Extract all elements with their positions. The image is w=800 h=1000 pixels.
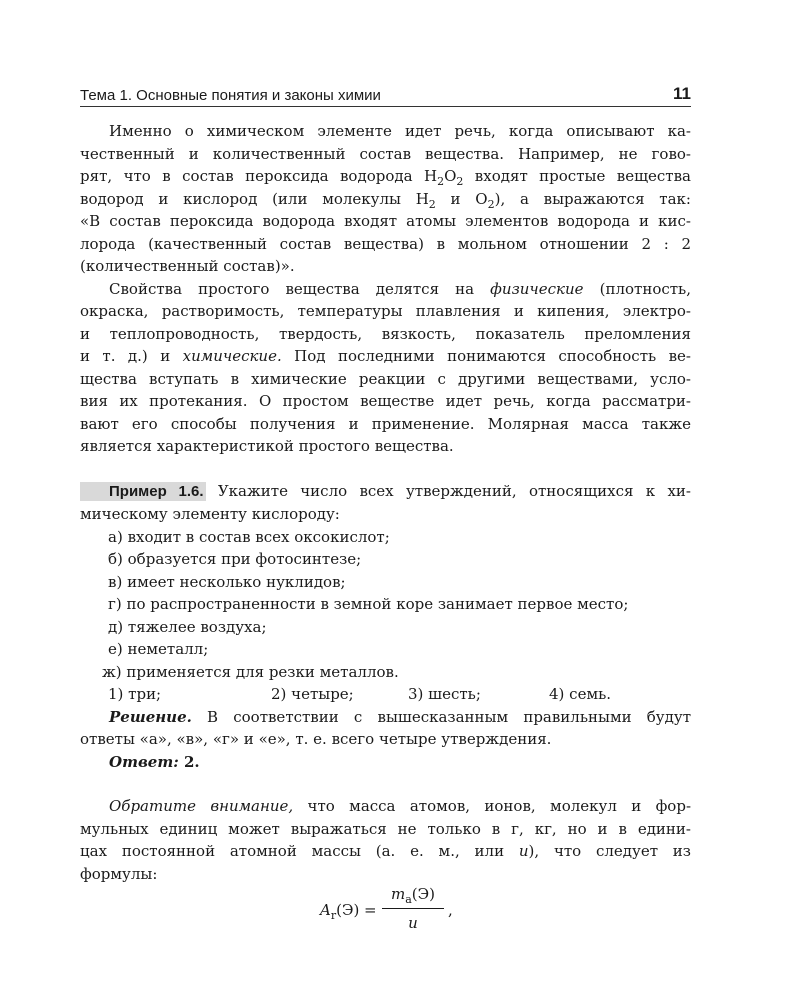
option-zh: ж) применяется для резки металлов. — [102, 662, 399, 681]
option-v: в) имеет несколько нуклидов; — [108, 572, 346, 591]
answer-value: 2. — [178, 752, 200, 771]
answer-choices — [80, 683, 691, 706]
formula-fraction — [382, 883, 444, 934]
example-1-6: Пример 1.6. Укажите число всех утверждений, относящихся к хи- мическому элементу кислороду: — [80, 481, 691, 523]
option-e: е) неметалл; — [108, 640, 209, 658]
formula-numerator: $m_a(Э)$ — [391, 885, 435, 906]
body-text — [80, 120, 691, 943]
fraction-bar — [382, 908, 444, 909]
running-head-title: Тема 1. Основные понятия и законы химии — [80, 87, 381, 104]
answer-choice-4: 4) семь. — [549, 685, 612, 703]
running-head — [80, 84, 691, 107]
answer — [80, 751, 691, 774]
formula-relative-mass: $A_r(Э)$ = $m_a(Э)$ u , — [80, 883, 691, 943]
page — [80, 84, 691, 943]
option-g: г) по распространенности в земной коре занимает первое место; — [108, 595, 629, 613]
option-b: б) образуется при фотосинтезе; — [108, 550, 362, 568]
answer-label: Ответ: — [109, 752, 179, 771]
formula-denominator: u — [408, 913, 418, 932]
paragraph-3: Обратите внимание, что масса атомов, ионов, молекул и фор- мульных единиц может выражаться не только в г, кг, но и в едини- цах постоянной атомной массы (а. е. м., или u), что следует из формулы: — [80, 797, 692, 883]
solution: Решение. В соответствии с вышесказанным правильными будут ответы «а», «в», «г» и «е», т. е. всего четыре утверждения. — [80, 707, 691, 748]
answer-choice-2: 2) четыре; — [271, 685, 354, 703]
formula-lhs: $A_r(Э)$ = — [320, 901, 377, 922]
solution-label: Решение. — [109, 707, 192, 726]
option-a: а) входит в состав всех оксокислот; — [108, 527, 390, 546]
paragraph-1: Именно о химическом элементе идет речь, когда описывают ка- чественный и количественный состав вещества. Например, не гово- рят, что в состав пероксида водорода $H_2O_2$ входят простые вещества водород и кислород (или молекулы $H_2$ и $O_2$), а выражаются так: «В состав пероксида водорода входят атомы элементов водорода и кис- лорода (качественный состав вещества) в мольном отношении 2 : 2 (количественный состав)». — [80, 122, 691, 275]
option-d: д) тяжелее воздуха; — [108, 617, 267, 636]
page-number: 11 — [673, 84, 691, 103]
example-label: Пример 1.6. — [80, 482, 206, 501]
example-options — [80, 526, 691, 684]
answer-choice-3: 3) шесть; — [408, 685, 481, 703]
paragraph-2: Свойства простого вещества делятся на физические (плотность, окраска, растворимость, температуры плавления и кипения, электро- и теплопроводность, твердость, вязкость, показатель преломления и т. д.) и химические. Под последними понимаются способность ве- щества вступать в химические реакции с другими веществами, усло- вия их протекания. О простом веществе идет речь, когда рассматри- вают его способы получения и применение. Молярная масса также является характеристикой простого вещества. — [80, 279, 691, 455]
answer-choice-1: 1) три; — [108, 685, 162, 703]
